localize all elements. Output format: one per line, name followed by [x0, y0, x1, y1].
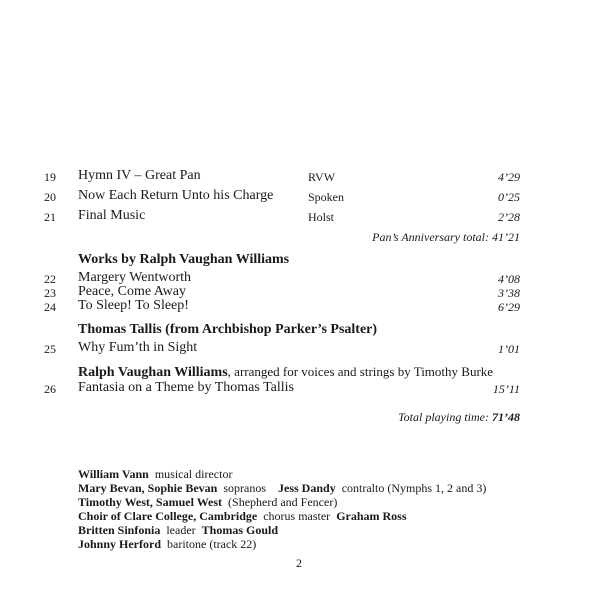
- track-title: To Sleep! To Sleep!: [78, 298, 189, 313]
- track-duration: 0’25: [498, 190, 520, 204]
- credit-role: contralto (Nymphs 1, 2 and 3): [341, 481, 487, 495]
- section-heading-tallis: Thomas Tallis (from Archbishop Parker’s Psalter): [78, 322, 378, 337]
- track-title: Now Each Return Unto his Charge: [78, 188, 274, 203]
- track-number: 22: [44, 272, 56, 286]
- credit-role: leader: [166, 523, 196, 537]
- track-number: 19: [44, 170, 56, 184]
- credit-line: [78, 523, 278, 538]
- track-duration: 15’11: [492, 382, 520, 396]
- track-title: Peace, Come Away: [78, 284, 186, 299]
- credit-name: Timothy West, Samuel West: [78, 495, 223, 509]
- track-composer: Holst: [308, 210, 335, 224]
- section-heading-rvw: Works by Ralph Vaughan Williams: [78, 252, 290, 267]
- track-title: Why Fum’th in Sight: [78, 340, 198, 355]
- credit-role: sopranos: [223, 481, 267, 495]
- credit-name: William Vann: [78, 467, 149, 481]
- credit-name: Jess Dandy: [278, 481, 336, 495]
- track-composer: RVW: [308, 170, 336, 184]
- track-duration: 6’29: [498, 300, 520, 314]
- track-duration: 4’29: [498, 170, 520, 184]
- track-duration: 4’08: [498, 272, 520, 286]
- track-number: 25: [44, 342, 56, 356]
- page-number: 2: [296, 556, 302, 570]
- section-heading-fantasia: [78, 364, 493, 381]
- track-number: 21: [44, 210, 56, 224]
- pan-anniversary-total: Pan’s Anniversary total: 41’21: [372, 230, 520, 244]
- credit-name: Choir of Clare College, Cambridge: [78, 509, 258, 523]
- track-title: Margery Wentworth: [78, 270, 192, 285]
- track-duration: 3’38: [498, 286, 520, 300]
- track-number: 24: [44, 300, 56, 314]
- section-heading-name: Ralph Vaughan Williams: [78, 365, 228, 380]
- track-title: Final Music: [78, 208, 146, 223]
- credit-name: Johnny Herford: [78, 537, 162, 551]
- credit-line: [78, 509, 407, 524]
- track-number: 23: [44, 286, 56, 300]
- credit-line: [78, 481, 486, 496]
- track-title: Hymn IV – Great Pan: [78, 168, 201, 183]
- track-composer: Spoken: [308, 190, 344, 204]
- track-number: 20: [44, 190, 56, 204]
- credit-name: Mary Bevan, Sophie Bevan: [78, 481, 218, 495]
- total-playing-time: [398, 410, 520, 425]
- credit-role: (Shepherd and Fencer): [228, 495, 338, 509]
- credit-line: [78, 495, 337, 510]
- credit-role: chorus master: [263, 509, 331, 523]
- credit-line: [78, 467, 232, 482]
- section-heading-note: , arranged for voices and strings by Timothy Burke: [227, 364, 494, 379]
- track-number: 26: [44, 382, 56, 396]
- track-duration: 2’28: [498, 210, 520, 224]
- total-playing-time-label: Total playing time:: [398, 410, 492, 424]
- credit-line: [78, 537, 256, 552]
- credit-name: Britten Sinfonia: [78, 523, 161, 537]
- track-title: Fantasia on a Theme by Thomas Tallis: [78, 380, 294, 395]
- credit-role: musical director: [154, 467, 233, 481]
- credit-role: baritone (track 22): [167, 537, 257, 551]
- track-duration: 1’01: [498, 342, 520, 356]
- credit-name: Thomas Gould: [201, 523, 279, 537]
- credit-name: Graham Ross: [336, 509, 407, 523]
- total-playing-time-value: 71’48: [492, 410, 520, 424]
